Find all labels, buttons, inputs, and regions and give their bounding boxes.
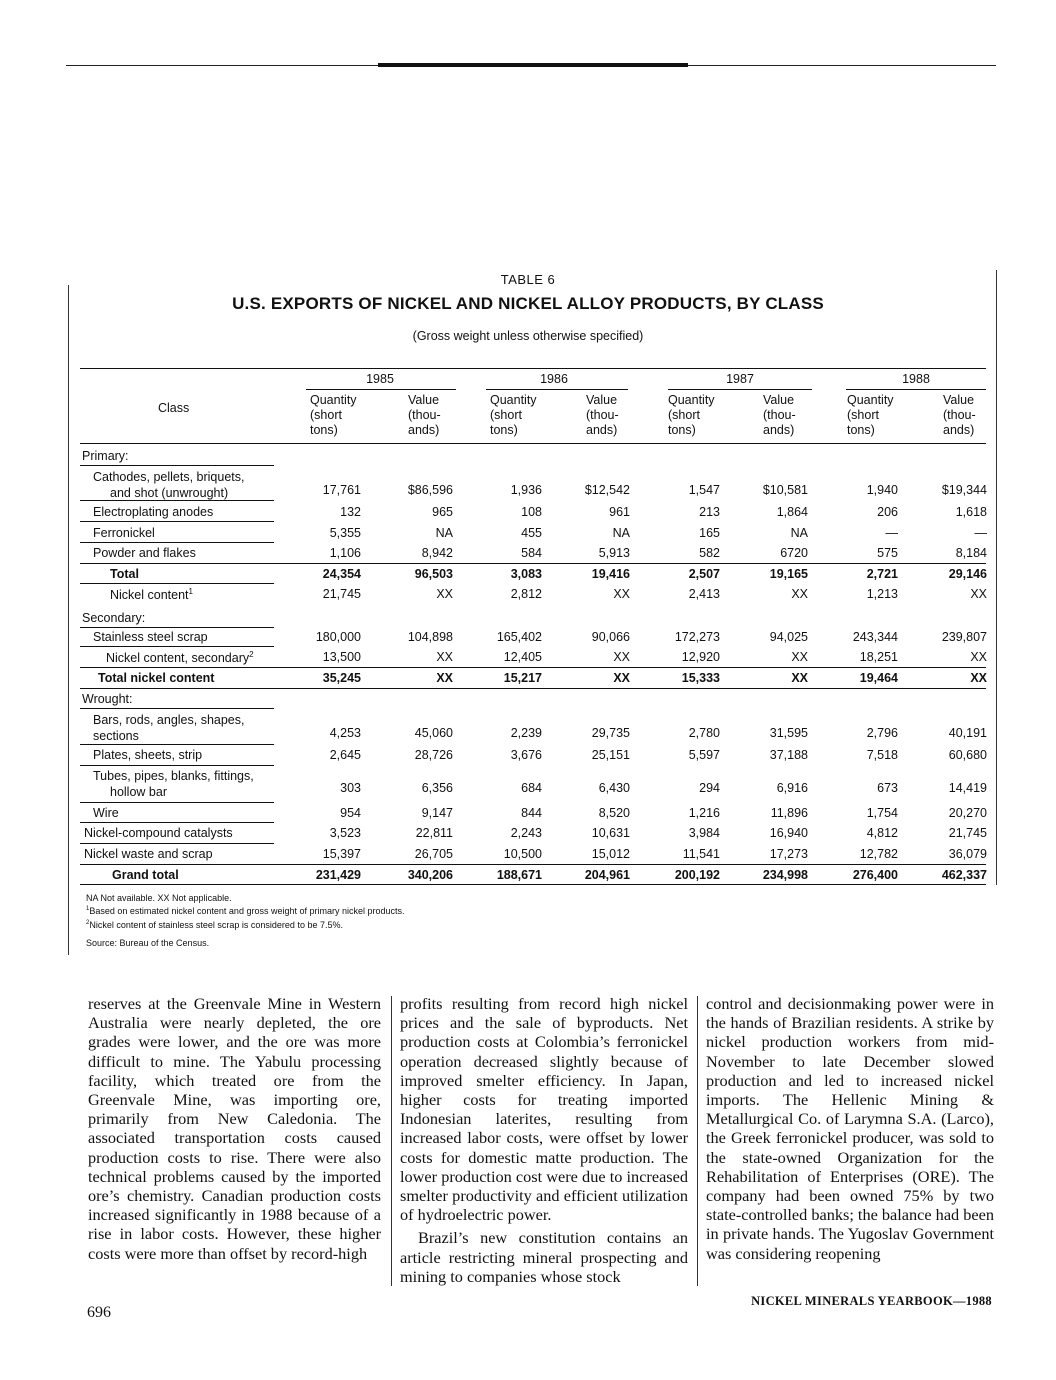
row-rule (80, 688, 986, 689)
section-rule (80, 627, 274, 628)
table-row: Cathodes, pellets, briquets, and shot (unwrought) (93, 470, 245, 500)
quantity-header: Quantity (short tons) (668, 393, 715, 437)
page-number: 696 (87, 1304, 111, 1321)
body-paragraph: control and decisionmaking power were in the hands of Brazilian residents. A strike by nickel production workers from mid-November to late December slowed production and led to increased nickel imports. The Hellenic Mining & Metallurgical Co. of Larymna S.A. (Larco), the Greek ferronickel producer, was sold to the state-owned Organization for the Rehabilitation of Enterprises (ORE). The company had been owned 75% by two state-controlled banks; the balance had been in private hands. The Yugoslav Government was considering reopening (706, 994, 994, 1263)
table-subtitle: (Gross weight unless otherwise specified) (412, 329, 644, 343)
table-row: Stainless steel scrap 180,000 104,898 165,402 90,066 172,273 94,025 243,344 239,807 (93, 630, 987, 644)
table-row-total: Total 24,354 96,503 3,083 19,416 2,507 19,165 2,721 29,146 (110, 567, 987, 581)
value-header: Value (thou- ands) (763, 393, 796, 437)
column-divider (697, 996, 698, 1286)
section-label: Primary: (82, 449, 129, 463)
table-row: Nickel content, secondary$^2$ 13,500 XX 12,405 XX 12,920 XX 18,251 XX (106, 650, 987, 666)
row-rule (80, 884, 986, 885)
row-rule (80, 583, 274, 584)
year-header: 1985 (366, 372, 394, 386)
year-header: 1986 (540, 372, 568, 386)
section-label: Wrought: (82, 692, 133, 706)
body-paragraph: reserves at the Greenvale Mine in Western Australia were nearly depleted, the ore grades were lower, and the ore was more difficult to mine. The Yabulu processing facility, which treated ore from the Greenvale Mine, was importing ore, primarily from New Caledonia. The associated transportation costs caused production costs to rise. There were also technical problems caused by the imported ore’s chemistry. Canadian production costs increased significantly in 1988 because of a rise in labor costs. However, these higher costs were more than offset by record-high (88, 994, 381, 1263)
body-column-1 (88, 994, 381, 1263)
value-header: Value (thou- ands) (586, 393, 619, 437)
row-rule (80, 864, 986, 865)
quantity-header: Quantity (short tons) (847, 393, 894, 437)
row-rule (80, 822, 274, 823)
footnote-1: $^1$Based on estimated nickel content and gross weight of primary nickel products. (86, 906, 405, 916)
table-row: Bars, rods, angles, shapes, sections (93, 713, 245, 743)
table-row: Nickel content$^1$ 21,745 XX 2,812 XX 2,413 XX 1,213 XX (110, 587, 987, 603)
table-row: Plates, sheets, strip 2,645 28,726 3,676 25,151 5,597 37,188 7,518 60,680 (93, 748, 987, 762)
running-title: NICKEL MINERALS YEARBOOK—1988 (751, 1294, 992, 1308)
class-column-header: Class (158, 401, 190, 415)
year-span-rule (486, 389, 628, 390)
table-row: Nickel-compound catalysts 3,523 22,811 2,243 10,631 3,984 16,940 4,812 21,745 (84, 826, 987, 840)
table-row-values: 17,761 $86,596 1,936 $12,542 1,547 $10,581 1,940 $19,344 (322, 483, 987, 497)
row-rule (80, 542, 274, 543)
row-rule (80, 802, 274, 803)
table-label: TABLE 6 (500, 272, 556, 287)
row-rule (80, 521, 274, 522)
quantity-header: Quantity (short tons) (490, 393, 537, 437)
table-row: Electroplating anodes 132 965 108 961 213 1,864 206 1,618 (93, 505, 987, 519)
row-rule (80, 667, 986, 668)
table-row-values: 4,253 45,060 2,239 29,735 2,780 31,595 2,796 40,191 (329, 726, 987, 740)
table-title: U.S. EXPORTS OF NICKEL AND NICKEL ALLOY PRODUCTS, BY CLASS (232, 294, 824, 313)
table-row: Tubes, pipes, blanks, fittings, hollow bar (93, 769, 254, 799)
year-span-rule (668, 389, 812, 390)
year-header: 1987 (726, 372, 754, 386)
value-header: Value (thou- ands) (943, 393, 976, 437)
source-note: Source: Bureau of the Census. (86, 938, 210, 948)
year-span-rule (306, 389, 456, 390)
row-rule (80, 500, 274, 501)
body-column-2 (400, 994, 688, 1286)
value-header: Value (thou- ands) (408, 393, 441, 437)
row-rule (80, 744, 274, 745)
header-top-rule (80, 368, 986, 369)
row-rule (80, 646, 274, 647)
section-rule (80, 708, 274, 709)
body-column-3 (706, 994, 994, 1263)
table-row: Nickel waste and scrap 15,397 26,705 10,500 15,012 11,541 17,273 12,782 36,079 (84, 847, 987, 861)
table-row: Ferronickel 5,355 NA 455 NA 165 NA — — (93, 526, 987, 540)
top-rule-accent (378, 63, 688, 67)
section-label: Secondary: (82, 611, 146, 625)
footnote-abbrev: NA Not available. XX Not applicable. (86, 893, 232, 903)
row-rule (80, 765, 274, 766)
table-row-grand-total: Grand total 231,429 340,206 188,671 204,961 200,192 234,998 276,400 462,337 (112, 868, 987, 882)
table-row: Wire 954 9,147 844 8,520 1,216 11,896 1,754 20,270 (93, 806, 987, 820)
body-paragraph: Brazil’s new constitution contains an article restricting mineral prospecting and mining to companies whose stock (400, 1228, 688, 1286)
row-rule (80, 563, 986, 564)
column-divider (391, 996, 392, 1286)
section-rule (80, 465, 274, 466)
footnote-2: $^2$Nickel content of stainless steel scrap is considered to be 7.5%. (86, 920, 343, 930)
table-row: Powder and flakes 1,106 8,942 584 5,913 582 6720 575 8,184 (93, 546, 987, 560)
body-paragraph: profits resulting from record high nickel prices and the sale of byproducts. Net production costs at Colombia’s ferronickel operation decreased slightly because of improved smelter efficiency. In Japan, higher costs for treating imported Indonesian laterites, resulting from increased labor costs, were offset by lower costs for domestic matte production. The lower production cost were due to increased smelter productivity and efficient utilization of hydroelectric power. (400, 994, 688, 1225)
year-header: 1988 (902, 372, 930, 386)
table-row-values: 303 6,356 684 6,430 294 6,916 673 14,419 (340, 781, 987, 795)
table-row-total: Total nickel content 35,245 XX 15,217 XX 15,333 XX 19,464 XX (98, 671, 987, 685)
header-bottom-rule (80, 443, 986, 444)
quantity-header: Quantity (short tons) (310, 393, 357, 437)
year-span-rule (846, 389, 986, 390)
row-rule (80, 843, 274, 844)
